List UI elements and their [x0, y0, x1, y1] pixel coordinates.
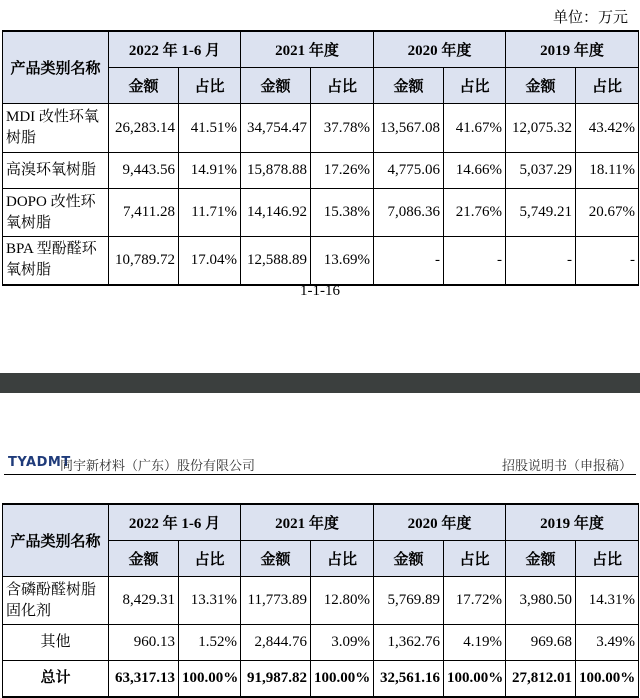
cell-ratio: 3.49% — [576, 625, 639, 661]
cell-ratio: 13.69% — [311, 237, 374, 285]
header-period: 2021 年度 — [241, 31, 374, 68]
total-row — [3, 661, 639, 698]
cell-ratio: 17.72% — [444, 577, 506, 625]
cell-ratio: 11.71% — [179, 189, 241, 237]
cell-ratio: 1.52% — [179, 625, 241, 661]
cell-amount: 969.68 — [506, 625, 576, 661]
cell-amount: 27,812.01 — [506, 661, 576, 698]
table-row — [3, 153, 639, 189]
header-period: 2021 年度 — [241, 504, 374, 541]
table-row — [3, 577, 639, 625]
row-label: 总计 — [3, 661, 109, 698]
header-amount: 金额 — [374, 68, 444, 104]
header-ratio: 占比 — [311, 541, 374, 577]
cell-amount: 15,878.88 — [241, 153, 311, 189]
header-ratio: 占比 — [576, 68, 639, 104]
row-label: 高溴环氧树脂 — [3, 153, 109, 189]
header-product-category: 产品类别名称 — [3, 31, 109, 104]
cell-ratio: 3.09% — [311, 625, 374, 661]
cell-ratio: 15.38% — [311, 189, 374, 237]
cell-ratio: 43.42% — [576, 104, 639, 153]
header-amount: 金额 — [109, 68, 179, 104]
cell-amount: 12,588.89 — [241, 237, 311, 285]
cell-amount: 13,567.08 — [374, 104, 444, 153]
header-amount: 金额 — [241, 541, 311, 577]
company-name: 同宇新材料（广东）股份有限公司 — [60, 459, 256, 474]
cell-ratio: 14.91% — [179, 153, 241, 189]
cell-ratio: 100.00% — [179, 661, 241, 698]
cell-ratio: 21.76% — [444, 189, 506, 237]
cell-ratio: 12.80% — [311, 577, 374, 625]
row-label: 其他 — [3, 625, 109, 661]
header-ratio: 占比 — [179, 68, 241, 104]
cell-ratio: 14.66% — [444, 153, 506, 189]
row-label: 含磷酚醛树脂固化剂 — [3, 577, 109, 625]
header-ratio: 占比 — [444, 68, 506, 104]
header-period: 2019 年度 — [506, 31, 639, 68]
cell-ratio: 100.00% — [576, 661, 639, 698]
cell-ratio: 17.26% — [311, 153, 374, 189]
cell-amount: 12,075.32 — [506, 104, 576, 153]
cell-amount: 7,086.36 — [374, 189, 444, 237]
header-ratio: 占比 — [179, 541, 241, 577]
page-number: 1-1-16 — [300, 283, 340, 299]
unit-label: 单位：万元 — [552, 10, 628, 26]
cell-ratio: 41.67% — [444, 104, 506, 153]
cell-amount: 3,980.50 — [506, 577, 576, 625]
table-row — [3, 625, 639, 661]
cell-amount: 91,987.82 — [241, 661, 311, 698]
header-period: 2020 年度 — [374, 31, 506, 68]
cell-amount: 4,775.06 — [374, 153, 444, 189]
header-period: 2020 年度 — [374, 504, 506, 541]
cell-ratio: 20.67% — [576, 189, 639, 237]
row-label: BPA 型酚醛环氧树脂 — [3, 237, 109, 285]
header-ratio: 占比 — [576, 541, 639, 577]
row-label: MDI 改性环氧树脂 — [3, 104, 109, 153]
header-amount: 金额 — [109, 541, 179, 577]
cell-ratio: 37.78% — [311, 104, 374, 153]
cell-ratio: - — [576, 237, 639, 285]
cell-amount: 26,283.14 — [109, 104, 179, 153]
cell-amount: - — [374, 237, 444, 285]
cell-amount: 9,443.56 — [109, 153, 179, 189]
header-amount: 金额 — [506, 68, 576, 104]
cell-amount: 11,773.89 — [241, 577, 311, 625]
table-row — [3, 237, 639, 285]
cell-amount: 5,749.21 — [506, 189, 576, 237]
cell-ratio: 17.04% — [179, 237, 241, 285]
cell-ratio: 100.00% — [444, 661, 506, 698]
cell-amount: 14,146.92 — [241, 189, 311, 237]
header-period: 2022 年 1-6 月 — [109, 504, 241, 541]
header-period: 2022 年 1-6 月 — [109, 31, 241, 68]
document-title: 招股说明书（申报稿） — [501, 459, 632, 474]
cell-amount: 10,789.72 — [109, 237, 179, 285]
product-revenue-table-part2 — [2, 503, 639, 698]
cell-ratio: - — [444, 237, 506, 285]
cell-amount: 7,411.28 — [109, 189, 179, 237]
cell-ratio: 4.19% — [444, 625, 506, 661]
page-separator — [0, 373, 640, 393]
table-row — [3, 104, 639, 153]
cell-amount: 2,844.76 — [241, 625, 311, 661]
cell-amount: 34,754.47 — [241, 104, 311, 153]
cell-ratio: 41.51% — [179, 104, 241, 153]
cell-ratio: 14.31% — [576, 577, 639, 625]
cell-ratio: 13.31% — [179, 577, 241, 625]
header-amount: 金额 — [374, 541, 444, 577]
cell-amount: 5,769.89 — [374, 577, 444, 625]
cell-amount: 8,429.31 — [109, 577, 179, 625]
cell-ratio: 18.11% — [576, 153, 639, 189]
cell-amount: 32,561.16 — [374, 661, 444, 698]
header-period: 2019 年度 — [506, 504, 639, 541]
header-amount: 金额 — [506, 541, 576, 577]
table-row — [3, 189, 639, 237]
cell-ratio: 100.00% — [311, 661, 374, 698]
header-amount: 金额 — [241, 68, 311, 104]
cell-amount: - — [506, 237, 576, 285]
cell-amount: 960.13 — [109, 625, 179, 661]
cell-amount: 63,317.13 — [109, 661, 179, 698]
product-revenue-table-part1 — [2, 30, 639, 286]
cell-amount: 1,362.76 — [374, 625, 444, 661]
company-logo: TYADMT — [8, 455, 71, 470]
header-ratio: 占比 — [311, 68, 374, 104]
row-label: DOPO 改性环氧树脂 — [3, 189, 109, 237]
cell-amount: 5,037.29 — [506, 153, 576, 189]
header-ratio: 占比 — [444, 541, 506, 577]
header-product-category: 产品类别名称 — [3, 504, 109, 577]
document-header — [4, 452, 636, 475]
